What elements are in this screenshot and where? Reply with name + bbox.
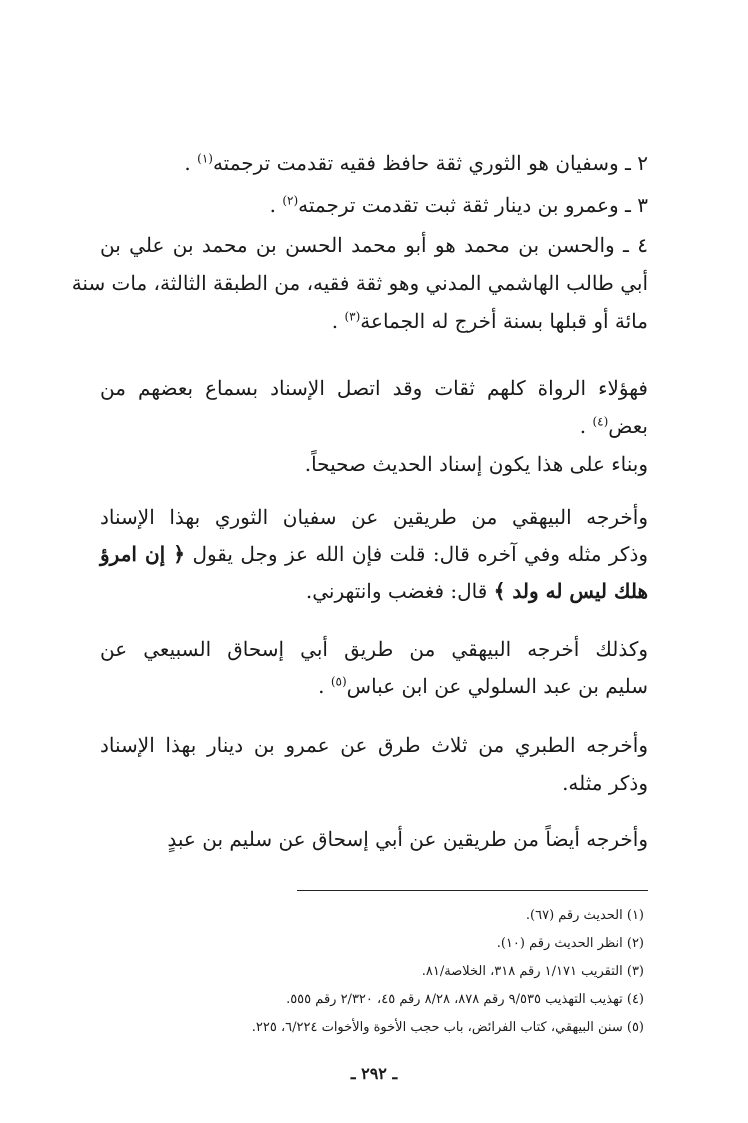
footnote-ref-5: (٥) [330, 674, 347, 689]
paragraph-5-line-1: وأخرجه أيضاً من طريقين عن أبي إسحاق عن سليم بن عبدٍ [167, 827, 648, 851]
paragraph-3-line-1: وكذلك أخرجه البيهقي من طريق أبي إسحاق السبيعي عن [100, 637, 648, 661]
footnote-ref-3: (٣) [344, 309, 361, 324]
footnote-4: (٤) تهذيب التهذيب ٩/٥٣٥ رقم ٨٧٨، ٨/٢٨ رقم ٤٥، ٢/٣٢٠ رقم ٥٥٥. [286, 992, 644, 1007]
paragraph-2-line-1: وأخرجه البيهقي من طريقين عن سفيان الثوري بهذا الإسناد [100, 505, 648, 529]
footnote-5: (٥) سنن البيهقي، كتاب الفرائض، باب حجب الأخوة والأخوات ٦/٢٢٤، ٢٢٥. [251, 1020, 644, 1035]
narrator-item-4-line-3: مائة أو قبلها بسنة أخرج له الجماعة$^{(٣)}$ . [331, 309, 648, 333]
paragraph-3-line-2: سليم بن عبد السلولي عن ابن عباس$^{(٥)}$ . [318, 674, 648, 698]
narrator-item-3: ٣ ـ وعمرو بن دينار ثقة ثبت تقدمت ترجمته$^{(٢)}$ . [269, 193, 648, 217]
quran-verse-end: هلك ليس له ولد ﴾ [493, 579, 648, 603]
footnote-2: (٢) انظر الحديث رقم (١٠). [496, 936, 644, 951]
footnote-separator [297, 890, 648, 891]
paragraph-2-line-2: وذكر مثله وفي آخره قال: قلت فإن الله عز وجل يقول ﴿ إن امرؤ [100, 542, 649, 566]
footnote-ref-2: (٢) [282, 193, 299, 208]
footnote-3: (٣) التقريب ١/١٧١ رقم ٣١٨، الخلاصة/٨١. [421, 964, 644, 979]
narrator-item-4-line-1: ٤ ـ والحسن بن محمد هو أبو محمد الحسن بن محمد بن علي بن [100, 233, 648, 257]
paragraph-1-line-2: بعض$^{(٤)}$ . [579, 414, 648, 438]
page-number: ـ ٢٩٢ ـ [350, 1064, 398, 1083]
paragraph-4-line-2: وذكر مثله. [562, 771, 648, 795]
narrator-item-2: ٢ ـ وسفيان هو الثوري ثقة حافظ فقيه تقدمت ترجمته$^{(١)}$ . [184, 151, 648, 175]
paragraph-2-line-3: هلك ليس له ولد ﴾ قال: فغضب وانتهرني. [305, 579, 648, 603]
footnote-ref-1: (١) [197, 151, 213, 166]
paragraph-1-line-1: فهؤلاء الرواة كلهم ثقات وقد اتصل الإسناد بسماع بعضهم من [100, 376, 648, 400]
footnote-ref-4: (٤) [592, 414, 609, 429]
quran-verse-start: ﴿ إن امرؤ [100, 542, 185, 566]
footnote-1: (١) الحديث رقم (٦٧). [525, 908, 644, 923]
narrator-item-4-line-2: أبي طالب الهاشمي المدني وهو ثقة فقيه، من الطبقة الثالثة، مات سنة [71, 271, 648, 295]
paragraph-4-line-1: وأخرجه الطبري من ثلاث طرق عن عمرو بن دينار بهذا الإسناد [100, 733, 648, 757]
paragraph-1-line-3: وبناء على هذا يكون إسناد الحديث صحيحاً. [304, 452, 648, 476]
